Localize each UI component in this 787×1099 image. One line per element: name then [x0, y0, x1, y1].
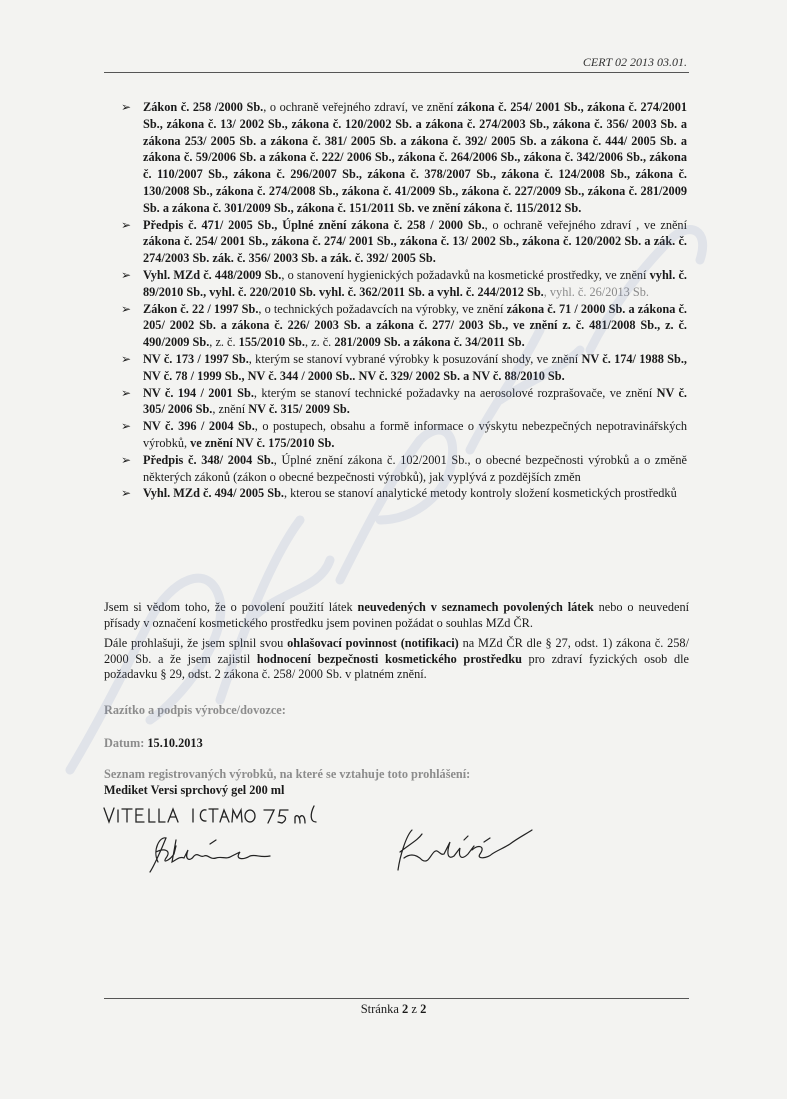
text-run: , z. č.	[209, 335, 239, 350]
text-run: ve znění NV č. 175/2010 Sb.	[190, 435, 335, 450]
text-run: , vyhl. č. 26/2013 Sb.	[543, 284, 649, 299]
text-run: zákona č. 254/ 2001 Sb., zákona č. 274/2001 Sb., zákona č. 13/ 2002 Sb., zákona č. 120/2002 Sb. a zákona č. 274/2003 Sb., zákona č. 356/ 2003 Sb. a zákona 253/ 2005 Sb. a zákona č. 381/ 2005 Sb. a zákona č. 392/ 2005 Sb. a zákona č. 444/ 2005 Sb. a zákona č. 59/2006 Sb. a zákona č. 222/ 2006 Sb., zákona č. 264/2006 Sb., zákona č. 342/2006 Sb., zákona č. 110/2007 Sb., zákona č. 296/2007 Sb., zákona č. 378/2007 Sb., zákona č. 124/2008 Sb., zákona č. 130/2008 Sb., zákona č. 274/2008 Sb., zákona č. 41/2009 Sb., zákona č. 227/2009 Sb., zákona č. 281/2009 Sb. a zákona č. 301/2009 Sb., zákona č. 151/2011 Sb. ve znění zákona č. 115/2012 Sb.	[143, 100, 688, 215]
page-prefix: Stránka	[360, 1002, 399, 1016]
arrow-bullet-icon: ➢	[121, 267, 132, 282]
date-value: 15.10.2013	[147, 736, 203, 750]
text-run: 155/2010 Sb.	[238, 335, 305, 350]
arrow-bullet-icon: ➢	[121, 419, 132, 434]
footer-rule	[104, 998, 689, 999]
text-run: zákona č. 71 / 2000 Sb. a zákona č. 205/ 2002 Sb. a zákona č. 226/ 2003 Sb. a zákona č. 277/ 2003 Sb., ve znění z. č. 481/2008 Sb., z. č. 490/2009 Sb.	[143, 301, 688, 350]
legislation-item	[121, 217, 687, 267]
legislation-item	[121, 385, 687, 419]
text-run: nebo o neuvedení přísady v označení kosmetického prostředku jsem povinen požádat o souhlas MZd ČR.	[104, 600, 690, 630]
legislation-item	[121, 351, 687, 385]
text-run: Předpis č. 471/ 2005 Sb., Úplné znění zákona č. 258 / 2000 Sb.	[143, 217, 485, 232]
text-run: Dále prohlašuji, že jsem splnil svou	[104, 636, 288, 650]
text-run: , kterým se stanoví vybrané výrobky k posuzování shody, ve znění	[248, 351, 582, 366]
handwritten-signatures	[100, 800, 560, 880]
text-run: zákona č. 254/ 2001 Sb., zákona č. 274/ 2001 Sb., zákona č. 13/ 2002 Sb., zákona č. 120/2002 Sb. a zák. č. 274/2003 Sb. zák. č. 356/ 2003 Sb. a zák. č. 392/ 2005 Sb.	[143, 234, 687, 266]
page-total: 2	[420, 1002, 427, 1016]
document-code: CERT 02 2013 03.01.	[582, 55, 687, 69]
text-run: , o ochraně veřejného zdraví, ve znění	[263, 100, 457, 114]
header-rule	[104, 72, 689, 73]
text-run: Zákon č. 258 /2000 Sb.	[143, 100, 264, 114]
product-entry: Mediket Versi sprchový gel 200 ml	[104, 783, 285, 797]
arrow-bullet-icon: ➢	[121, 301, 132, 316]
text-run: NV č. 194 / 2001 Sb.	[143, 385, 254, 400]
text-run: neuvedených v seznamech povolených látek	[357, 600, 594, 614]
arrow-bullet-icon: ➢	[121, 486, 132, 501]
handwritten-note	[104, 806, 316, 823]
page-separator: z	[411, 1002, 417, 1016]
signature-1	[150, 838, 270, 872]
text-run: , o ochraně veřejného zdraví , ve znění	[484, 217, 688, 232]
legislation-item	[121, 485, 687, 502]
text-run: NV č. 315/ 2009 Sb.	[248, 402, 350, 417]
text-run: 281/2009 Sb. a zákona č. 34/2011 Sb.	[334, 335, 525, 350]
text-run: hodnocení bezpečnosti kosmetického prostředku	[256, 651, 522, 666]
date-label: Datum:	[104, 736, 145, 750]
text-run: Zákon č. 22 / 1997 Sb.	[143, 301, 259, 316]
legislation-list	[121, 99, 687, 502]
text-run: Předpis č. 348/ 2004 Sb.	[143, 452, 274, 467]
signature-2	[398, 830, 532, 870]
declaration-paragraph-1	[104, 600, 689, 631]
text-run: , Úplné znění zákona č. 102/2001 Sb., o obecné bezpečnosti výrobků a o změně některých zákonů (zákon o obecné bezpečnosti výrobků), jak vyplývá z pozdějších změn	[143, 452, 687, 484]
arrow-bullet-icon: ➢	[121, 100, 132, 114]
signature-label: Razítko a podpis výrobce/dovozce:	[104, 703, 286, 717]
arrow-bullet-icon: ➢	[121, 385, 132, 400]
text-run: , kterou se stanoví analytické metody kontroly složení kosmetických prostředků	[284, 486, 677, 501]
text-run: , kterým se stanoví technické požadavky na aerosolové rozprašovače, ve znění	[253, 385, 657, 400]
declaration-paragraph-2	[104, 636, 689, 683]
date-line	[104, 736, 203, 751]
legislation-item	[121, 418, 687, 452]
legislation-item	[121, 452, 687, 486]
text-run: na MZd ČR dle § 27, odst. 1) zákona č. 258/ 2000 Sb. a že jsem zajistil	[104, 636, 689, 666]
text-run: , o postupech, obsahu a formě informace o výskytu nebezpečných nepotravinářských výrobků,	[143, 419, 687, 450]
page-current: 2	[402, 1002, 409, 1016]
text-run: , o stanovení hygienických požadavků na kosmetické prostředky, ve znění	[281, 267, 650, 282]
products-label: Seznam registrovaných výrobků, na které se vztahuje toto prohlášení:	[104, 767, 471, 781]
legislation-item	[121, 267, 687, 301]
text-run: Vyhl. MZd č. 448/2009 Sb.	[143, 267, 282, 282]
text-run: , z. č.	[304, 335, 335, 350]
legislation-item	[121, 301, 687, 351]
page-number	[0, 1002, 787, 1017]
arrow-bullet-icon: ➢	[121, 351, 132, 366]
text-run: NV č. 173 / 1997 Sb.	[143, 351, 249, 366]
legislation-item	[121, 99, 687, 217]
text-run: NV č. 305/ 2006 Sb.	[143, 385, 687, 417]
text-run: NV č. 396 / 2004 Sb.	[143, 419, 255, 434]
arrow-bullet-icon: ➢	[121, 217, 132, 232]
text-run: NV č. 174/ 1988 Sb., NV č. 78 / 1999 Sb., NV č. 344 / 2000 Sb.. NV č. 329/ 2002 Sb. a NV č. 88/2010 Sb.	[143, 351, 687, 383]
text-run: , o technických požadavcích na výrobky, ve znění	[258, 301, 507, 316]
text-run: ohlašovací povinnost (notifikaci)	[287, 636, 459, 650]
text-run: , znění	[212, 402, 249, 417]
arrow-bullet-icon: ➢	[121, 452, 132, 467]
text-run: vyhl. č. 89/2010 Sb., vyhl. č. 220/2010 Sb. vyhl. č. 362/2011 Sb. a vyhl. č. 244/2012 Sb.	[143, 267, 687, 299]
text-run: Jsem si vědom toho, že o povolení použití látek	[104, 600, 358, 614]
text-run: pro zdraví fyzických osob dle požadavku § 29, odst. 2 zákona č. 258/ 2000 Sb. v platném znění.	[104, 651, 689, 681]
text-run: Vyhl. MZd č. 494/ 2005 Sb.	[143, 486, 284, 501]
